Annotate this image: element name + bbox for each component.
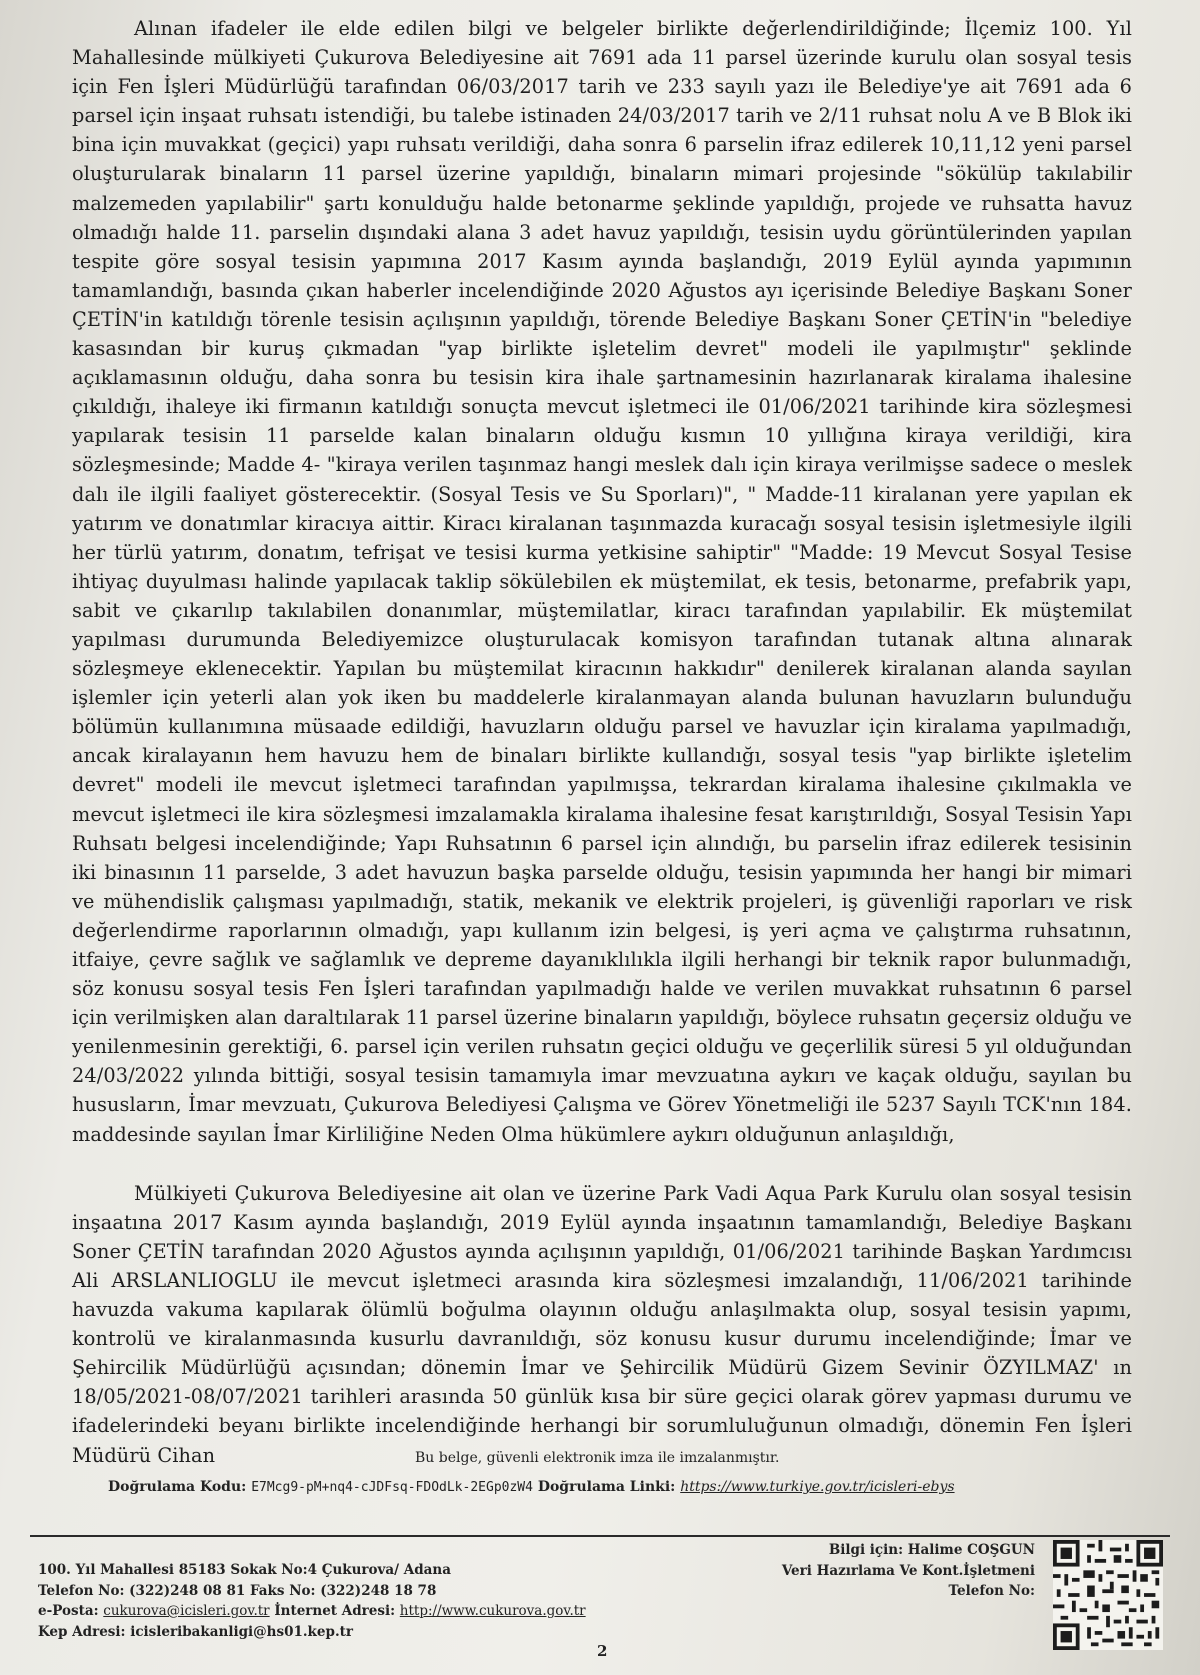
address-line: 100. Yıl Mahallesi 85183 Sokak No:4 Çukurova/ Adana xyxy=(38,1562,451,1578)
email-web-line xyxy=(38,1601,586,1622)
info-contact-block xyxy=(782,1540,1035,1602)
verification-line xyxy=(108,1479,955,1495)
paragraph-1: Alınan ifadeler ile elde edilen bilgi ve belgeler birlikte değerlendirildiğinde; İlçemiz 100. Yıl Mahallesinde mülkiyeti Çukurova Belediyesine ait 7691 ada 11 parsel üzerinde kurulu olan sosyal tesis için Fen İşleri Müdürlüğü tarafından 06/03/2017 tarih ve 233 sayılı yazı ile Belediye'ye ait 7691 ada 6 parsel için inşaat ruhsatı istendiği, bu talebe istinaden 24/03/2017 tarih ve 2/11 ruhsat nolu A ve B Blok iki bina için muvakkat (geçici) yapı ruhsatı verildiği, daha sonra 6 parselin ifraz edilerek 10,11,12 yeni parsel oluşturularak binaların 11 parsel üzerine yapıldığı, binaların mimari projesinde "sökülüp takılabilir malzemeden yapılabilir" şartı konulduğu halde betonarme şeklinde yapıldığı, projede ve ruhsatta havuz olmadığı halde 11. parselin dışındaki alana 3 adet havuz yapıldığı, tesisin uydu görüntülerinden yapılan tespite göre sosyal tesisin yapımına 2017 Kasım ayında başlandığı, 2019 Eylül ayında yapımının tamamlandığı, basında çıkan haberler incelendiğinde 2020 Ağustos ayı içerisinde Belediye Başkanı Soner ÇETİN'in katıldığı törenle tesisin açılışının yapıldığı, törende Belediye Başkanı Soner ÇETİN'in "belediye kasasından bir kuruş çıkmadan "yap birlikte işletelim devret" modeli ile yapılmıştır" şeklinde açıklamasının olduğu, daha sonra bu tesisin kira ihale şartnamesinin hazırlanarak kiralama ihalesine çıkıldığı, ihaleye iki firmanın katıldığı sonuçta mevcut işletmeci ile 01/06/2021 tarihinde kira sözleşmesi yapılarak tesisin 11 parselde kalan binaların olduğu kısmın 10 yıllığına kiraya verildiği, kira sözleşmesinde; Madde 4- "kiraya verilen taşınmaz hangi meslek dalı için kiraya verilmişse sadece o meslek dalı ile ilgili faaliyet gösterecektir. (Sosyal Tesis ve Su Sporları)", " Madde-11 kiralanan yere yapılan ek yatırım ve donatımlar kiracıya aittir. Kiracı kiralanan taşınmazda kuracağı sosyal tesisin işletmesiyle ilgili her türlü yatırım, donatım, tefrişat ve tesisi kurma yetkisine sahiptir" "Madde: 19 Mevcut Sosyal Tesise ihtiyaç duyulması halinde yapılacak taklip sökülebilen ek müştemilat, ek tesis, betonarme, prefabrik yapı, sabit ve çıkarılıp takılabilen donanımlar, müştemilatlar, kiracı tarafından yapılabilir. Ek müştemilat yapılması durumunda Belediyemizce oluşturulacak komisyon tarafından tutanak altına alınarak sözleşmeye eklenecektir. Yapılan bu müştemilat kiracının hakkıdır" denilerek kiralanan alanda sayılan işlemler için yeterli alan yok iken bu maddelerle kiralanmayan alanda bulunan havuzların bulunduğu bölümün kullanımına müsaade edildiği, havuzların olduğu parsel ve havuzlar için kiralama yapılmadığı, ancak kiralayanın hem havuzu hem de binaları birlikte kullandığı, sosyal tesis "yap birlikte işletelim devret" modeli ile mevcut işletmeci tarafından yapılmışsa, tekrardan kiralama ihalesine çıkılmakla ve mevcut işletmeci ile kira sözleşmesi imzalamakla kiralama ihalesine fesat karıştırıldığı, Sosyal Tesisin Yapı Ruhsatı belgesi incelendiğinde; Yapı Ruhsatının 6 parsel için alındığı, bu parselin ifraz edilerek tesisinin iki binasının 11 parselde, 3 adet havuzun başka parselde olduğu, tesisin yapımında her hangi bir mimari ve mühendislik çalışması yapılmadığı, statik, mekanik ve elektrik projeleri, iş güvenliği raporları ve risk değerlendirme raporlarının olmadığı, yapı kullanım izin belgesi, iş yeri açma ve çalıştırma ruhsatının, itfaiye, çevre sağlık ve sağlamlık ve depreme dayanıklılıkla ilgili herhangi bir teknik rapor bulunmadığı, söz konusu sosyal tesis Fen İşleri tarafından yapılmadığı halde ve verilen muvakkat ruhsatının 6 parsel için verilmişken alan daraltılarak 11 parsel üzerine binaların yapıldığı, böylece ruhsatın geçersiz olduğu ve yenilenmesinin gerektiği, 6. parsel için verilen ruhsatın geçici olduğu ve geçerlilik süresi 5 yıl olduğundan 24/03/2022 yılında bittiği, sosyal tesisin tamamıyla imar mevzuatına aykırı ve kaçak olduğu, sayılan bu hususların, İmar mevzuatı, Çukurova Belediyesi Çalışma ve Görev Yönetmeliği ile 5237 Sayılı TCK'nın 184. maddesinde sayılan İmar Kirliliğine Neden Olma hükümlere aykırı olduğunun anlaşıldığı, xyxy=(72,17,1132,1146)
web-label: İnternet Adresi: xyxy=(274,1603,396,1619)
e-signature-note: Bu belge, güvenli elektronik imza ile imzalanmıştır. xyxy=(415,1450,780,1466)
email-label: e-Posta: xyxy=(38,1603,99,1619)
verification-link-label: Doğrulama Linki: xyxy=(537,1479,676,1495)
info-contact-phone: Telefon No: xyxy=(948,1583,1035,1599)
verification-link[interactable]: https://www.turkiye.gov.tr/icisleri-ebys xyxy=(680,1479,955,1495)
footer-divider xyxy=(30,1535,1170,1537)
web-link[interactable]: http://www.cukurova.gov.tr xyxy=(399,1603,586,1619)
info-contact-name: Bilgi için: Halime COŞGUN xyxy=(828,1542,1035,1558)
paragraph-2: Mülkiyeti Çukurova Belediyesine ait olan ve üzerine Park Vadi Aqua Park Kurulu olan sosyal tesisin inşaatına 2017 Kasım ayında başlandığı, 2019 Eylül ayında inşaatının tamamlandığı, Belediye Başkanı Soner ÇETİN tarafından 2020 Ağustos ayında açılışının yapıldığı, 01/06/2021 tarihinde Başkan Yardımcısı Ali ARSLANLIOGLU ile mevcut işletmeci arasında kira sözleşmesi imzalandığı, 11/06/2021 tarihinde havuzda vakuma kapılarak ölümlü boğulma olayının olduğu anlaşılmakta olup, sosyal tesisin yapımı, kontrolü ve kiralanmasında kusurlu davranıldığı, söz konusu kusur durumu incelendiğinde; İmar ve Şehircilik Müdürlüğü açısından; dönemin İmar ve Şehircilik Müdürü Gizem Sevinir ÖZYILMAZ' ın 18/05/2021-08/07/2021 tarihleri arasında 50 günlük kısa bir süre geçici olarak görev yapması durumu ve ifadelerindeki beyanı birlikte incelendiğinde herhangi bir sorumluluğunun olmadığı, dönemin Fen İşleri Müdürü Cihan xyxy=(72,1181,1132,1467)
document-body xyxy=(72,14,1132,1470)
qr-code-icon xyxy=(1053,1540,1163,1650)
email-link[interactable]: cukurova@icisleri.gov.tr xyxy=(103,1603,270,1619)
document-footer xyxy=(0,1440,1200,1675)
info-contact-unit: Veri Hazırlama Ve Kont.İşletmeni xyxy=(781,1562,1035,1579)
kep-address-line: Kep Adresi: icisleribakanligi@hs01.kep.tr xyxy=(38,1623,353,1640)
page-number: 2 xyxy=(597,1642,608,1660)
phone-fax-line: Telefon No: (322)248 08 81 Faks No: (322)248 18 78 xyxy=(38,1582,437,1599)
contact-address-block xyxy=(38,1560,586,1642)
verification-code: E7Mcg9-pM+nq4-cJDFsq-FDOdLk-2EGp0zW4 xyxy=(251,1480,533,1495)
verification-code-label: Doğrulama Kodu: xyxy=(108,1479,247,1495)
